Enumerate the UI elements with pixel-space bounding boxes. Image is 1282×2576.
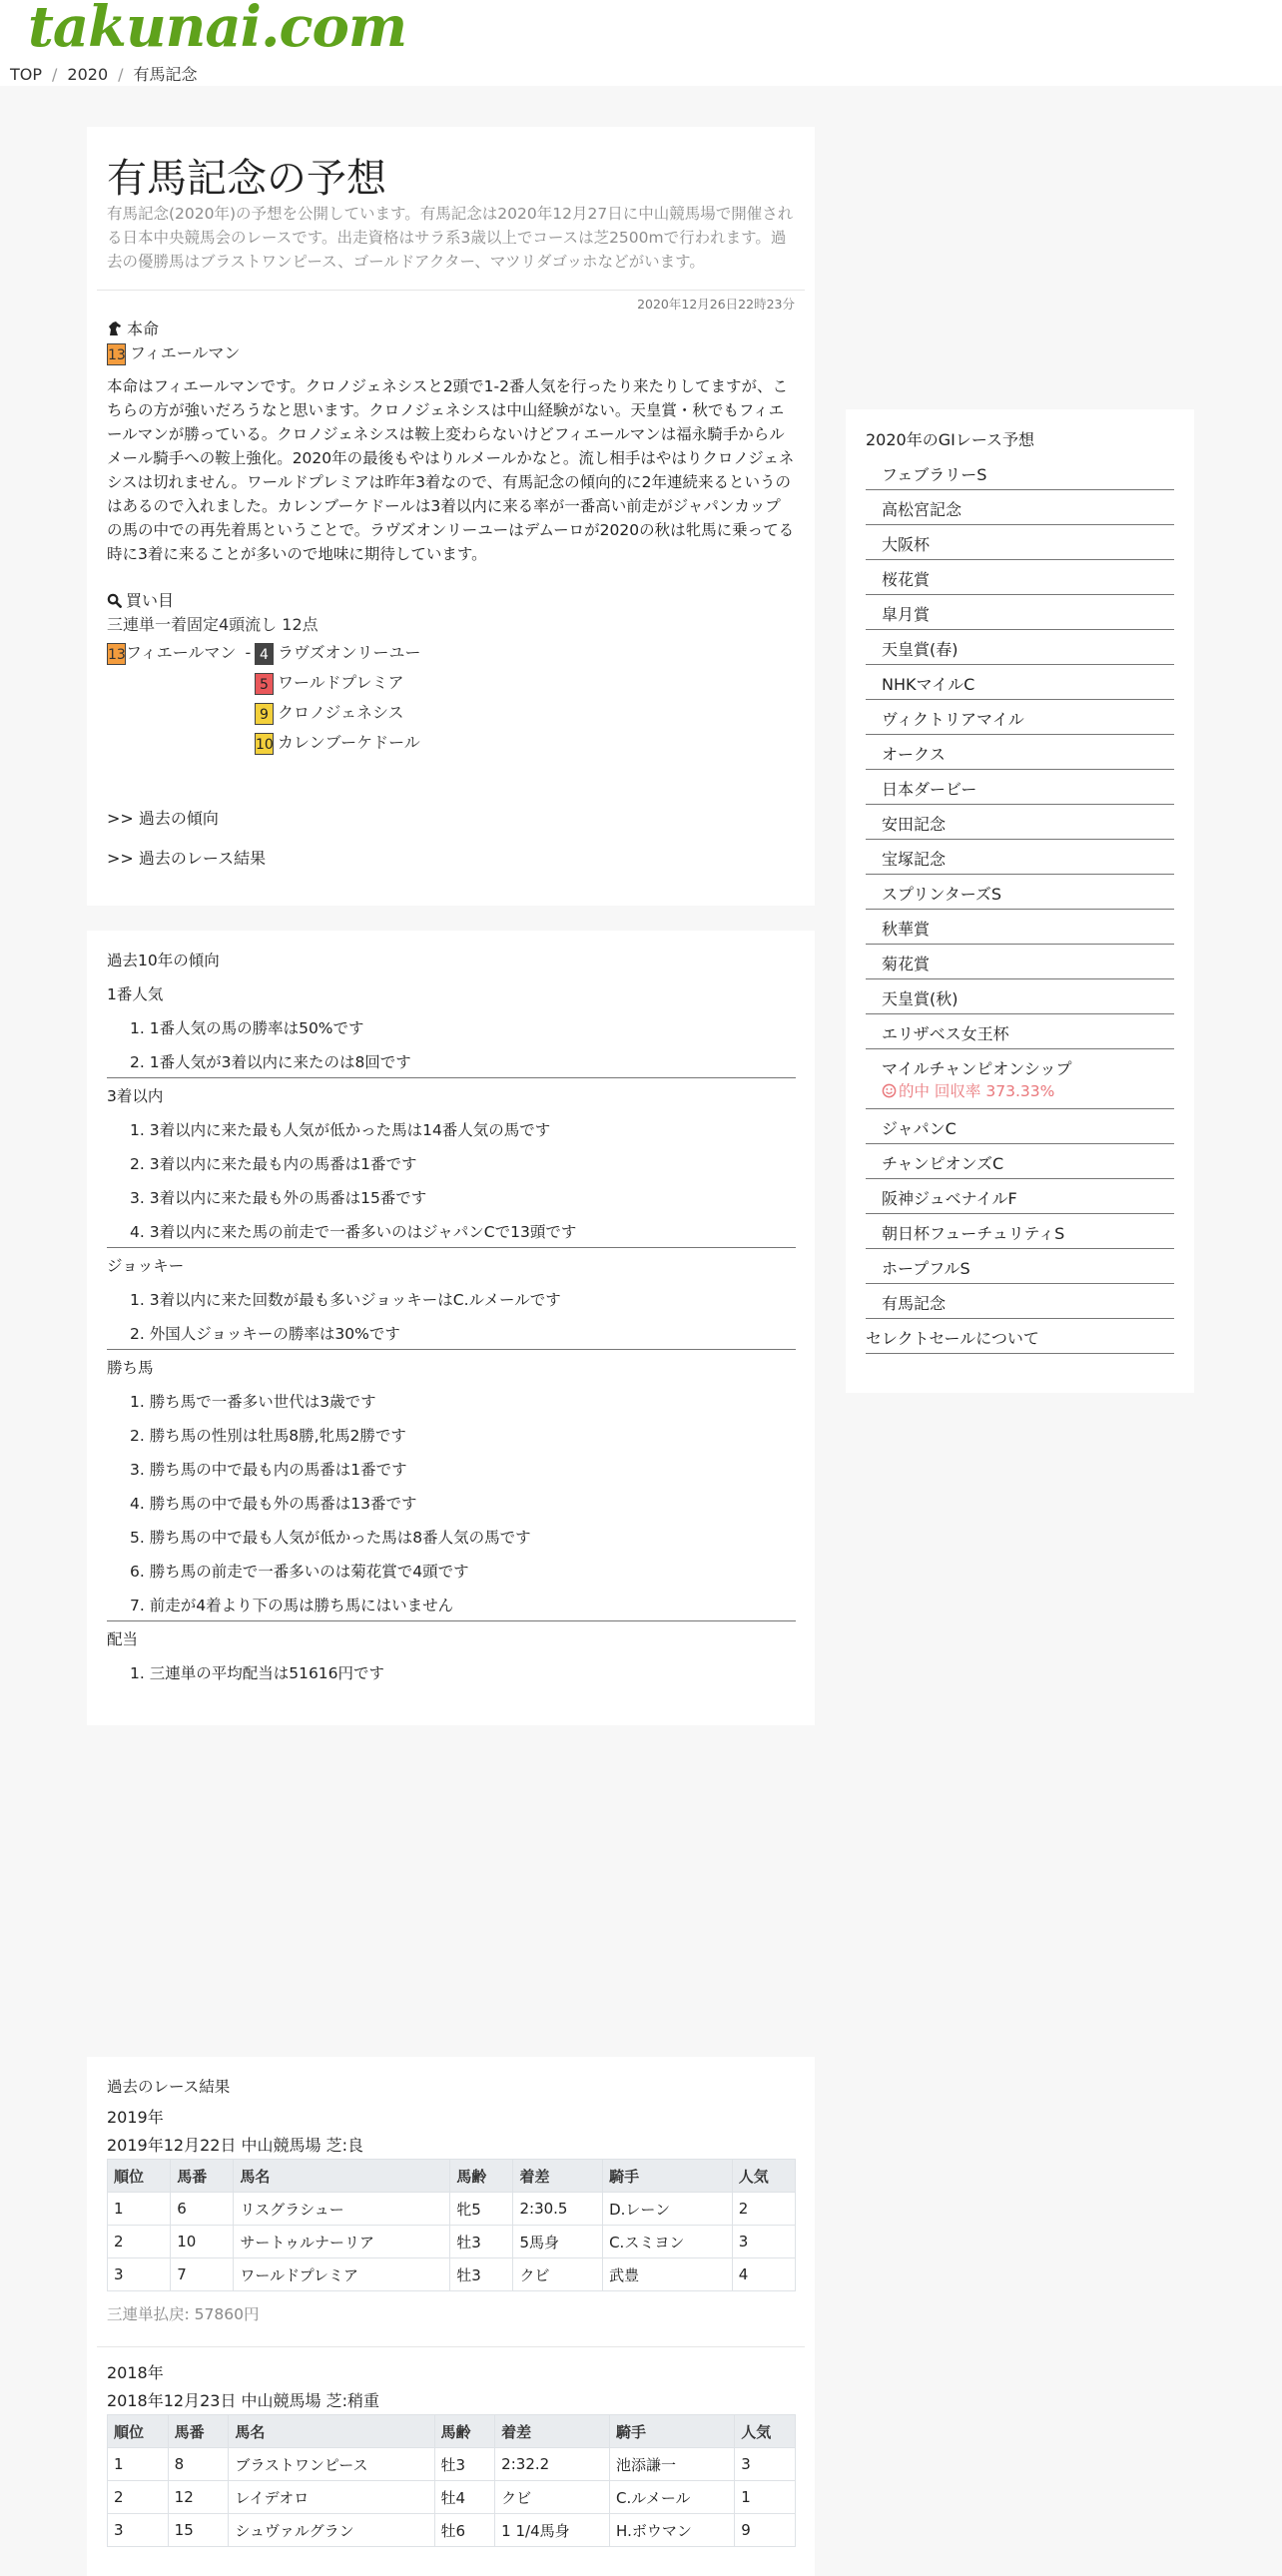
table-cell: 牡3 (450, 2226, 513, 2258)
table-cell: 8 (168, 2448, 229, 2481)
table-cell: 池添謙一 (610, 2448, 735, 2481)
trend-item (130, 1661, 384, 1683)
trend-item (130, 1594, 453, 1615)
honmei-horse (107, 340, 240, 365)
sidebar-race-link[interactable] (866, 1144, 1174, 1179)
results-panel (87, 2057, 815, 2576)
trend-item (130, 1152, 416, 1174)
bet-partner-row (255, 730, 420, 755)
column-header: 順位 (108, 2160, 171, 2193)
sidebar-race-link[interactable] (866, 1179, 1174, 1214)
sidebar-race-link[interactable] (866, 1214, 1174, 1249)
trend-item (130, 1186, 426, 1208)
trend-item-number: 2. (130, 1053, 150, 1071)
sidebar-race-link[interactable] (866, 805, 1174, 840)
sidebar-race-label: 有馬記念 (882, 1294, 947, 1313)
table-cell: 3 (735, 2448, 796, 2481)
table-cell: 2 (108, 2481, 169, 2514)
payout-text: 三連単払戻: 57860円 (107, 2305, 260, 2323)
sidebar-race-label: エリザベス女王杯 (882, 1024, 1009, 1043)
table-cell: ワールドプレミア (234, 2258, 450, 2291)
sidebar-race-link[interactable] (866, 979, 1174, 1014)
sidebar-footer-label: セレクトセールについて (866, 1329, 1039, 1348)
hit-note-text: 的中 回収率 373.33% (899, 1082, 1055, 1100)
partner-name: ラヴズオンリーユー (278, 643, 421, 662)
sidebar-race-label: ホープフルS (882, 1259, 970, 1278)
sidebar-race-label: 大阪杯 (882, 535, 931, 554)
breadcrumb-current: 有馬記念 (133, 65, 198, 84)
trends-title: 過去10年の傾向 (107, 952, 220, 969)
table-cell: クビ (495, 2481, 610, 2514)
table-cell: 3 (732, 2226, 795, 2258)
trend-item-text: 前走が4着より下の馬は勝ち馬にはいません (149, 1597, 454, 1614)
trend-item-number: 3. (130, 1461, 150, 1479)
category-divider (107, 1247, 796, 1248)
sidebar-race-label: NHKマイルC (882, 675, 975, 694)
sidebar-race-link[interactable] (866, 910, 1174, 945)
breadcrumb-top[interactable]: TOP (10, 65, 43, 84)
table-cell: 2:30.5 (513, 2193, 603, 2226)
table-cell: 牡3 (434, 2448, 495, 2481)
horse-number-badge: 13 (107, 343, 126, 365)
trend-item-text: 勝ち馬の中で最も内の馬番は1番です (149, 1461, 407, 1479)
horse-number-badge: 13 (107, 643, 126, 665)
table-cell: サートゥルナーリア (234, 2226, 450, 2258)
trend-category: 1番人気 (107, 985, 164, 1003)
bet-heading (107, 588, 174, 611)
sidebar (846, 409, 1194, 1393)
table-row (108, 2193, 796, 2226)
trend-item-number: 2. (130, 1427, 150, 1445)
page-title: 有馬記念の予想 (107, 156, 386, 202)
sidebar-race-label: ジャパンC (882, 1119, 957, 1138)
trend-category: 勝ち馬 (107, 1359, 154, 1377)
sidebar-race-label: フェブラリーS (882, 465, 987, 484)
sidebar-race-link[interactable] (866, 1109, 1174, 1144)
bet-label: 買い目 (126, 591, 175, 610)
table-row (108, 2514, 796, 2547)
sidebar-race-link[interactable] (866, 665, 1174, 700)
column-header: 馬齢 (450, 2160, 513, 2193)
sidebar-race-link[interactable] (866, 595, 1174, 630)
trend-item (130, 1322, 400, 1344)
column-header: 人気 (732, 2160, 795, 2193)
table-cell: 牝5 (450, 2193, 513, 2226)
trend-item-text: 三連単の平均配当は51616円です (149, 1664, 385, 1682)
table-cell: 3 (108, 2258, 171, 2291)
trend-item-number: 4. (130, 1495, 150, 1513)
bet-partner-row (255, 670, 404, 695)
sidebar-title: 2020年のGⅠレース予想 (866, 430, 1035, 449)
site-logo[interactable]: takunai.com (28, 0, 407, 60)
sidebar-race-link[interactable] (866, 840, 1174, 875)
trend-item-number: 7. (130, 1597, 150, 1614)
table-cell: 1 (108, 2193, 171, 2226)
sidebar-race-link[interactable] (866, 1049, 1174, 1109)
prediction-body: 本命はフィエールマンです。クロノジェネシスと2頭で1-2番人気を行ったり来たりしてますが、こちらの方が強いだろうなと思います。クロノジェネシスは中山経験がない。天皇賞・秋でもフィエールマンが勝っている。クロノジェネシスは鞍上変わらないけどフィエールマンは福永騎手からルメール騎手への鞍上強化。2020年の最後もやはりルメールかなと。流し相手はやはりクロノジェネシスは切れません。ワールドプレミアは昨年3着なので、有馬記念の傾向的に2年連続来るというのはあるので入れました。カレンブーケドールは3着以内に来る率が一番高い前走がジャパンカップの馬の中での再先着馬ということで。ラヴズオンリーユーはデムーロが2020の秋は牝馬に乗ってる時に3着に来ることが多いので地味に期待しています。 (107, 377, 795, 563)
result-race-info: 2019年12月22日 中山競馬場 芝:良 (107, 2136, 364, 2155)
sidebar-race-label: 秋華賞 (882, 920, 931, 939)
table-cell: 牡6 (434, 2514, 495, 2547)
bet-partner-row (255, 640, 421, 665)
sidebar-race-link[interactable] (866, 945, 1174, 979)
table-cell: 12 (168, 2481, 229, 2514)
trend-item-text: 1番人気が3着以内に来たのは8回です (149, 1053, 411, 1071)
hit-note (882, 1079, 1054, 1101)
trend-category: 配当 (107, 1630, 139, 1648)
column-header: 馬名 (234, 2160, 450, 2193)
bet-first-name: フィエールマン (126, 643, 237, 662)
sidebar-race-label: 宝塚記念 (882, 850, 947, 869)
sidebar-race-link[interactable] (866, 735, 1174, 770)
table-cell: 2:32.2 (495, 2448, 610, 2481)
honmei-name: フィエールマン (130, 343, 241, 362)
table-cell: レイデオロ (229, 2481, 434, 2514)
horse-number-badge: 5 (255, 673, 274, 695)
category-divider (107, 1349, 796, 1350)
table-row (108, 2258, 796, 2291)
search-icon (107, 593, 122, 608)
trend-item (130, 1560, 469, 1582)
table-cell: 15 (168, 2514, 229, 2547)
trend-item (130, 1288, 561, 1310)
sidebar-race-label: オークス (882, 745, 946, 764)
horse-number-badge: 4 (255, 643, 274, 665)
table-cell: 5馬身 (513, 2226, 603, 2258)
table-cell: 1 (735, 2481, 796, 2514)
sidebar-race-label: 阪神ジュベナイルF (882, 1189, 1017, 1208)
table-cell: 2 (732, 2193, 795, 2226)
result-table-header (108, 2415, 796, 2448)
column-header: 馬名 (229, 2415, 434, 2448)
category-divider (107, 1077, 796, 1078)
column-header: 順位 (108, 2415, 169, 2448)
divider (97, 290, 805, 291)
link-past-trends[interactable]: >> 過去の傾向 (107, 809, 219, 828)
sidebar-race-link[interactable] (866, 630, 1174, 665)
column-header: 着差 (513, 2160, 603, 2193)
table-cell: D.レーン (603, 2193, 733, 2226)
partner-name: カレンブーケドール (278, 733, 420, 752)
sidebar-race-label: ヴィクトリアマイル (882, 710, 1024, 729)
trend-item-number: 4. (130, 1223, 150, 1241)
sidebar-race-link[interactable] (866, 875, 1174, 910)
sidebar-race-link[interactable] (866, 1249, 1174, 1284)
breadcrumb-year[interactable]: 2020 (67, 65, 109, 84)
bet-partner-row (255, 700, 404, 725)
prediction-panel (87, 127, 815, 906)
sidebar-race-link[interactable] (866, 560, 1174, 595)
result-year: 2018年 (107, 2363, 164, 2382)
table-cell: 牡4 (434, 2481, 495, 2514)
trend-item-text: 勝ち馬の中で最も外の馬番は13番です (149, 1495, 417, 1513)
trend-item (130, 1118, 550, 1140)
table-cell: クビ (513, 2258, 603, 2291)
honmei-label: 本命 (127, 320, 160, 338)
partner-name: クロノジェネシス (278, 703, 404, 722)
trend-item-number: 5. (130, 1529, 150, 1547)
trend-item-text: 3着以内に来た最も人気が低かった馬は14番人気の馬です (149, 1121, 551, 1139)
trend-item-text: 勝ち馬の前走で一番多いのは菊花賞で4頭です (149, 1563, 469, 1581)
honmei-heading (107, 317, 159, 339)
table-cell: 9 (735, 2514, 796, 2547)
sidebar-race-label: 安田記念 (882, 815, 947, 834)
table-cell: ブラストワンピース (229, 2448, 434, 2481)
trend-item (130, 1016, 364, 1038)
result-table (107, 2159, 796, 2291)
trend-category: 3着以内 (107, 1087, 164, 1105)
trend-item-number: 1. (130, 1121, 150, 1139)
trend-item (130, 1390, 376, 1412)
column-header: 馬番 (171, 2160, 234, 2193)
trend-item (130, 1458, 407, 1480)
result-year: 2019年 (107, 2108, 164, 2127)
sidebar-race-label: スプリンターズS (882, 885, 1002, 904)
sidebar-race-label: 天皇賞(秋) (882, 989, 959, 1008)
table-cell: 10 (171, 2226, 234, 2258)
trends-panel (87, 931, 815, 1725)
sidebar-race-label: 桜花賞 (882, 570, 931, 589)
table-cell: C.スミヨン (603, 2226, 733, 2258)
table-cell: 1 1/4馬身 (495, 2514, 610, 2547)
sidebar-race-link[interactable] (866, 700, 1174, 735)
sidebar-select-sale-link[interactable] (866, 1319, 1174, 1354)
column-header: 騎手 (603, 2160, 733, 2193)
trend-item-text: 3着以内に来た回数が最も多いジョッキーはC.ルメールです (149, 1291, 561, 1309)
trend-item-text: 勝ち馬の性別は牡馬8勝,牝馬2勝です (149, 1427, 406, 1445)
trend-item (130, 1526, 531, 1548)
trend-item-number: 3. (130, 1189, 150, 1207)
sidebar-race-label: マイルチャンピオンシップ (882, 1059, 1072, 1078)
sidebar-race-label: チャンピオンズC (882, 1154, 1004, 1173)
result-race-info: 2018年12月23日 中山競馬場 芝:稍重 (107, 2391, 380, 2410)
trend-item-text: 勝ち馬の中で最も人気が低かった馬は8番人気の馬です (149, 1529, 531, 1547)
table-row (108, 2481, 796, 2514)
partner-name: ワールドプレミア (278, 673, 404, 692)
horse-number-badge: 10 (255, 733, 274, 755)
table-cell: 武豊 (603, 2258, 733, 2291)
sidebar-race-link[interactable] (866, 455, 1174, 490)
trend-item-number: 1. (130, 1393, 150, 1411)
sidebar-race-label: 朝日杯フューチュリティS (882, 1224, 1065, 1243)
column-header: 着差 (495, 2415, 610, 2448)
bet-first-row (107, 640, 255, 665)
column-header: 騎手 (610, 2415, 735, 2448)
table-cell: リスグラシュー (234, 2193, 450, 2226)
horse-icon (107, 321, 123, 336)
table-cell: 6 (171, 2193, 234, 2226)
sidebar-race-label: 高松宮記念 (882, 500, 962, 519)
smile-icon (882, 1082, 899, 1100)
result-table-header (108, 2160, 796, 2193)
category-divider (107, 1620, 796, 1621)
trend-item-number: 1. (130, 1664, 150, 1682)
table-cell: 牡3 (450, 2258, 513, 2291)
trend-item-text: 3着以内に来た馬の前走で一番多いのはジャパンCで13頭です (149, 1223, 577, 1241)
table-cell: 7 (171, 2258, 234, 2291)
trend-item-number: 2. (130, 1155, 150, 1173)
table-cell: C.ルメール (610, 2481, 735, 2514)
sidebar-race-link[interactable] (866, 490, 1174, 525)
sidebar-race-label: 皐月賞 (882, 605, 931, 624)
trend-item (130, 1424, 406, 1446)
sidebar-race-link[interactable] (866, 1284, 1174, 1319)
table-row (108, 2226, 796, 2258)
sidebar-race-link[interactable] (866, 1014, 1174, 1049)
table-cell: シュヴァルグラン (229, 2514, 434, 2547)
table-row (108, 2448, 796, 2481)
trend-item (130, 1492, 416, 1514)
trend-category: ジョッキー (107, 1257, 185, 1275)
table-cell: 2 (108, 2226, 171, 2258)
trend-item (130, 1220, 576, 1242)
result-table (107, 2414, 796, 2547)
column-header: 馬齢 (434, 2415, 495, 2448)
horse-number-badge: 9 (255, 703, 274, 725)
trend-item-text: 3着以内に来た最も外の馬番は15番です (149, 1189, 427, 1207)
sidebar-race-label: 天皇賞(春) (882, 640, 959, 659)
trend-item (130, 1050, 411, 1072)
bet-type: 三連単一着固定4頭流し 12点 (107, 615, 319, 634)
trend-item-text: 外国人ジョッキーの勝率は30%です (149, 1325, 400, 1343)
link-past-results[interactable]: >> 過去のレース結果 (107, 849, 267, 868)
table-cell: 3 (108, 2514, 169, 2547)
trend-item-number: 1. (130, 1019, 150, 1037)
trend-item-text: 3着以内に来た最も内の馬番は1番です (149, 1155, 417, 1173)
table-cell: H.ボウマン (610, 2514, 735, 2547)
table-cell: 1 (108, 2448, 169, 2481)
breadcrumb: TOP / 2020 / 有馬記念 (10, 65, 198, 84)
trend-item-number: 6. (130, 1563, 150, 1581)
sidebar-race-link[interactable] (866, 770, 1174, 805)
trend-item-text: 勝ち馬で一番多い世代は3歳です (149, 1393, 376, 1411)
column-header: 人気 (735, 2415, 796, 2448)
results-title: 過去のレース結果 (107, 2078, 231, 2096)
sidebar-race-label: 菊花賞 (882, 955, 931, 973)
sidebar-race-link[interactable] (866, 525, 1174, 560)
column-header: 馬番 (168, 2415, 229, 2448)
result-divider (97, 2346, 805, 2347)
post-date: 2020年12月26日22時23分 (637, 297, 795, 312)
site-header (0, 0, 1282, 86)
sidebar-race-label: 日本ダービー (882, 780, 977, 799)
trend-item-number: 1. (130, 1291, 150, 1309)
bet-separator: - (245, 643, 252, 662)
trend-item-text: 1番人気の馬の勝率は50%です (149, 1019, 364, 1037)
table-cell: 4 (732, 2258, 795, 2291)
lead-text: 有馬記念(2020年)の予想を公開しています。有馬記念は2020年12月27日に中山競馬場で開催される日本中央競馬会のレースです。出走資格はサラ系3歳以上でコースは芝2500mで行われます。過去の優勝馬はブラストワンピース、ゴールドアクター、マツリダゴッホなどがいます。 (107, 205, 794, 271)
trend-item-number: 2. (130, 1325, 150, 1343)
